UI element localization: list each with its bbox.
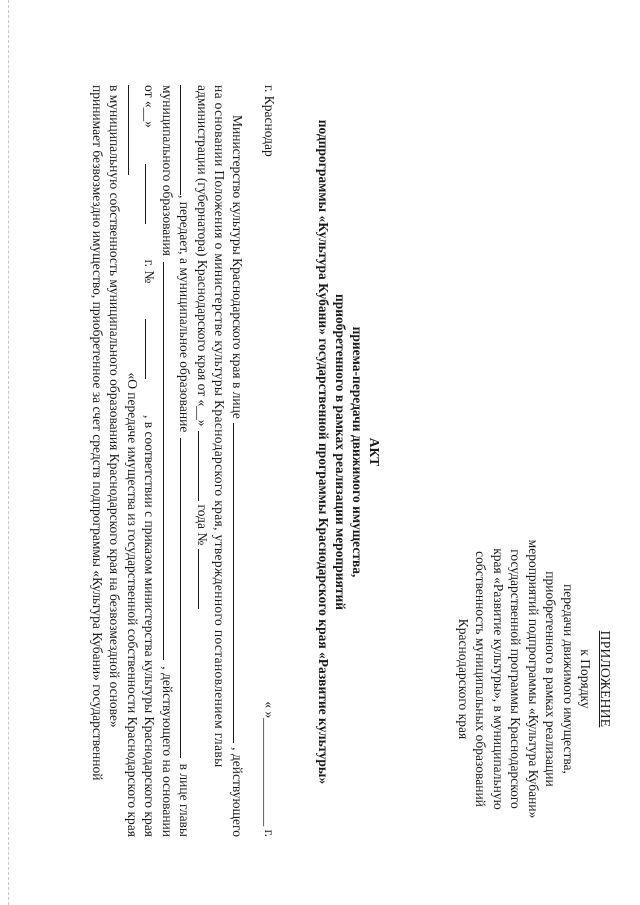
body-line [159,85,177,837]
appendix-line: собственность муниципальных образований [473,551,489,807]
body-line [211,85,229,837]
body-text: г. № [142,259,158,284]
appendix-line: мероприятий подпрограммы «Культура Кубани» [525,539,541,819]
appendix-line: государственной программы Краснодарского [508,549,524,809]
act-subtitle-line: приема-передачи движимого имущества, [350,326,366,578]
body-text: муниципального образования [160,85,175,256]
fill-blank [181,438,194,757]
scan-margin-line [8,0,9,905]
body-text: , в соответствии с приказом министерства культуры Краснодарского края [142,414,158,837]
body-text: «О передаче имущества из государственной собственности Краснодарского края [125,372,140,837]
place-date-line [260,85,278,837]
act-body [89,85,247,837]
appendix-line: Краснодарского края [455,618,471,740]
appendix-line: к Порядку [578,649,594,709]
body-line [106,85,124,837]
body-line [124,85,142,837]
body-text: на основании Положения о министерстве культуры Краснодарского края, утвержденного постановлением главы [212,85,228,768]
act-title-block [315,27,383,877]
body-text: в муниципальную собственность муниципального образования Краснодарского края на безвозмездной основе» [107,85,123,728]
fill-blank [146,319,159,379]
body-line [141,85,159,837]
body-text: года № [195,504,210,546]
body-text: принимает безвозмездно имущество, приобретенное за счет средств подпрограммы «Культура Кубани» государственной [90,85,105,781]
body-text: администрации (губернатора) Краснодарского края от «__» [195,85,210,427]
fill-blank [198,549,211,609]
appendix-title: ПРИЛОЖЕНИЕ [598,630,613,728]
act-title: АКТ [367,437,382,467]
appendix-line: передачи движимого имущества, [560,584,576,774]
fill-blank [181,85,194,195]
body-line [229,85,247,837]
body-text: , передает, а муниципальное образование [177,195,193,433]
act-date: « »________________ г. [262,701,277,837]
body-text: от «__» [142,85,158,128]
act-subtitle-line: приобретенного в рамках реализации мероприятий [333,293,349,611]
body-text: в лице главы [177,763,193,837]
fill-blank [128,85,141,175]
body-line [176,85,194,837]
city: г. Краснодар [262,85,277,157]
act-subtitle-line: подпрограммы «Культура Кубани» государственной программы Краснодарского края «Развитие культуры» [316,119,332,785]
fill-blank [163,262,176,660]
appendix-line: приобретенного в рамках реализации [543,571,559,787]
body-text: , действующего [230,747,245,837]
document-page [20,27,620,877]
appendix-block [454,509,614,849]
appendix-line: края «Развитие культуры», в муниципальную [490,548,506,810]
body-text: Министерство культуры Краснодарского края в лице [230,115,245,419]
fill-blank [198,431,211,501]
body-line [89,85,107,837]
body-text: , действующего на основании [160,666,175,837]
fill-blank [233,423,246,743]
fill-blank [146,164,159,224]
body-line [194,85,212,837]
